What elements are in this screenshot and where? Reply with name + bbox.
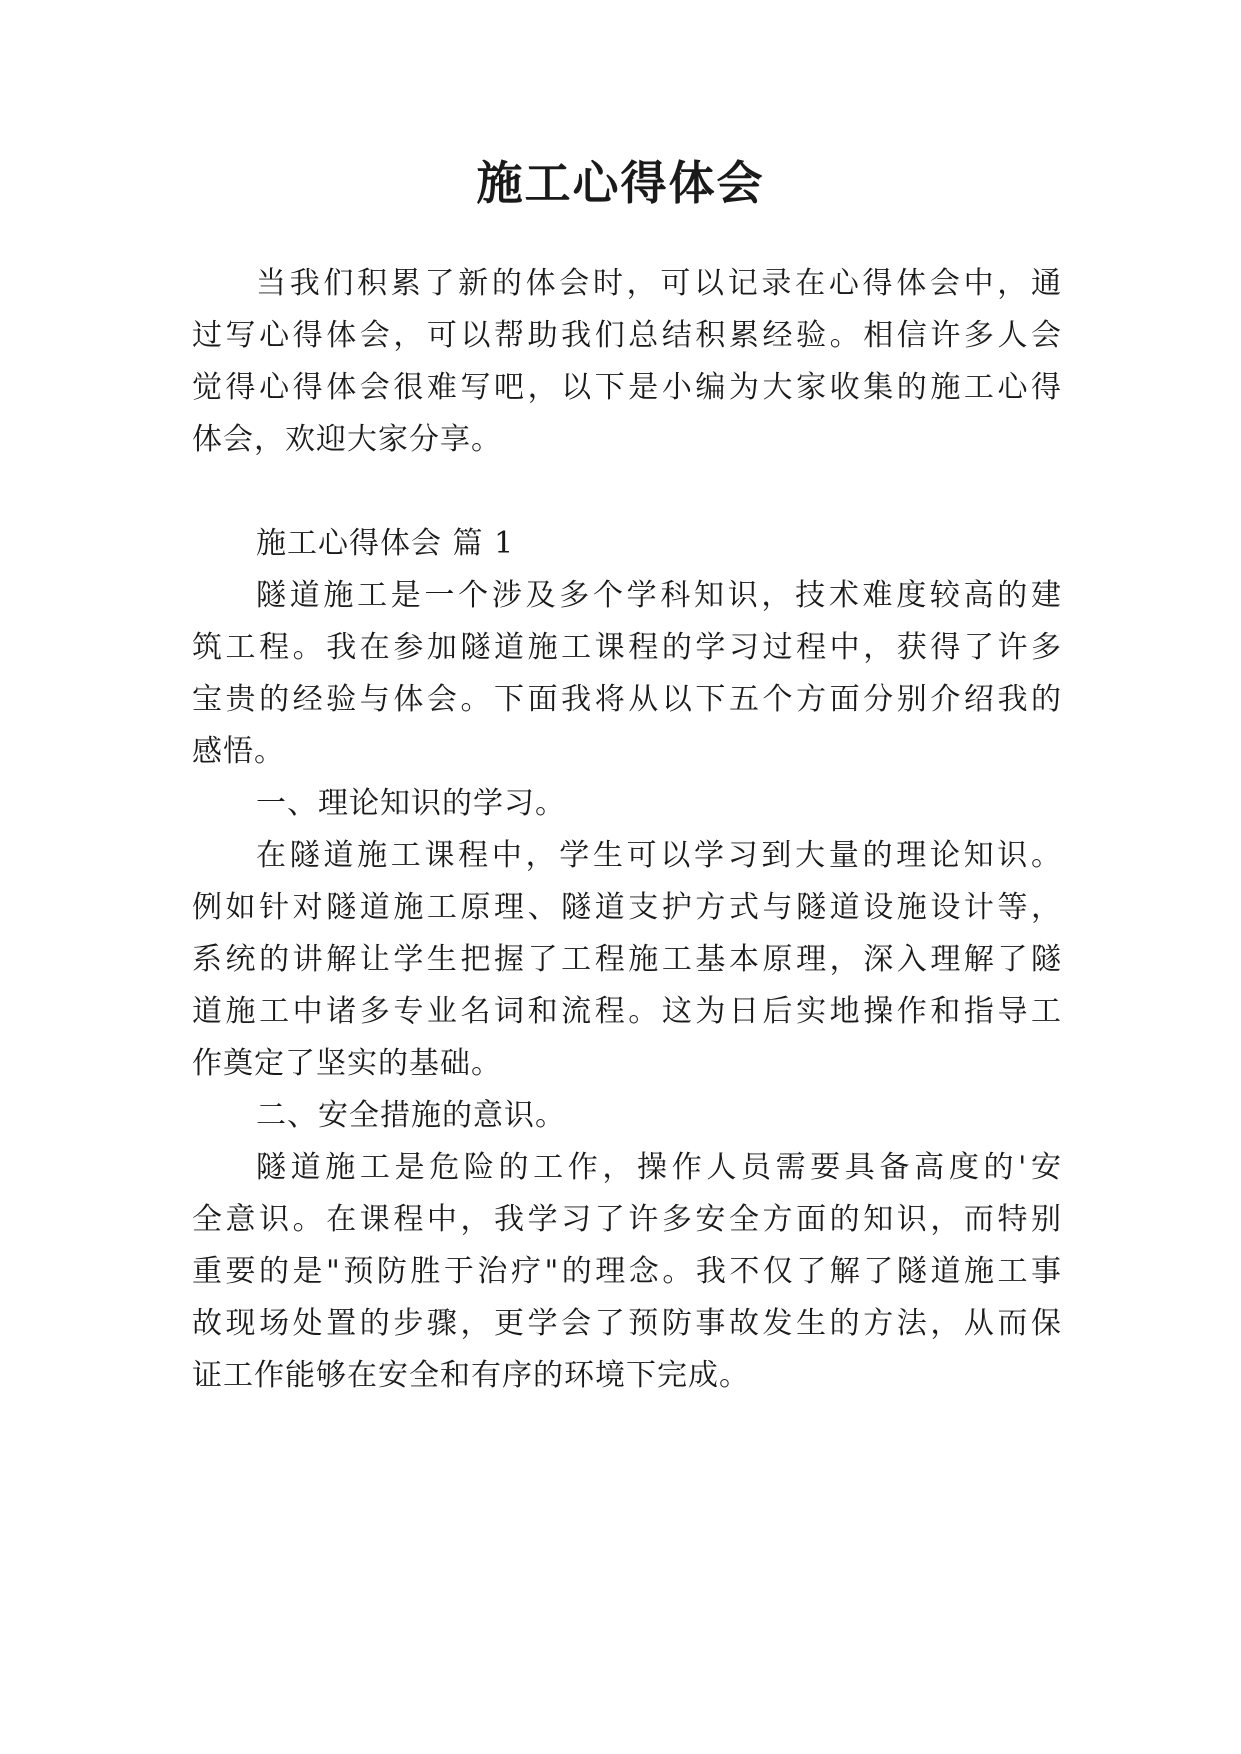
heading-safety: 二、安全措施的意识。 <box>256 1098 566 1133</box>
para1-line-4: 感悟。 <box>192 734 285 769</box>
heading-theory: 一、理论知识的学习。 <box>256 786 566 821</box>
document-title: 施工心得体会 <box>476 156 765 210</box>
para1-line-1: 隧道施工是一个涉及多个学科知识，技术难度较高的建 <box>256 578 1062 613</box>
para3-line-4: 故现场处置的步骤，更学会了预防事故发生的方法，从而保 <box>192 1306 1062 1341</box>
para2-line-2: 例如针对隧道施工原理、隧道支护方式与隧道设施设计等， <box>192 890 1062 925</box>
para2-line-3: 系统的讲解让学生把握了工程施工基本原理，深入理解了隧 <box>192 942 1062 977</box>
para2-line-1: 在隧道施工课程中，学生可以学习到大量的理论知识。 <box>256 838 1062 873</box>
section-title: 施工心得体会 篇 1 <box>256 526 515 561</box>
intro-line-2: 过写心得体会，可以帮助我们总结积累经验。相信许多人会 <box>192 318 1062 353</box>
intro-line-1: 当我们积累了新的体会时，可以记录在心得体会中，通 <box>256 266 1062 301</box>
para2-line-4: 道施工中诸多专业名词和流程。这为日后实地操作和指导工 <box>192 994 1062 1029</box>
para3-line-3: 重要的是"预防胜于治疗"的理念。我不仅了解了隧道施工事 <box>192 1254 1062 1289</box>
para3-line-1: 隧道施工是危险的工作，操作人员需要具备高度的'安 <box>256 1150 1062 1185</box>
para2-line-5: 作奠定了坚实的基础。 <box>192 1046 502 1081</box>
para3-line-5: 证工作能够在安全和有序的环境下完成。 <box>192 1358 750 1393</box>
intro-line-3: 觉得心得体会很难写吧，以下是小编为大家收集的施工心得 <box>192 370 1062 405</box>
intro-line-4: 体会，欢迎大家分享。 <box>192 422 502 457</box>
para1-line-2: 筑工程。我在参加隧道施工课程的学习过程中，获得了许多 <box>192 630 1062 665</box>
para1-line-3: 宝贵的经验与体会。下面我将从以下五个方面分别介绍我的 <box>192 682 1062 717</box>
para3-line-2: 全意识。在课程中，我学习了许多安全方面的知识，而特别 <box>192 1202 1062 1237</box>
